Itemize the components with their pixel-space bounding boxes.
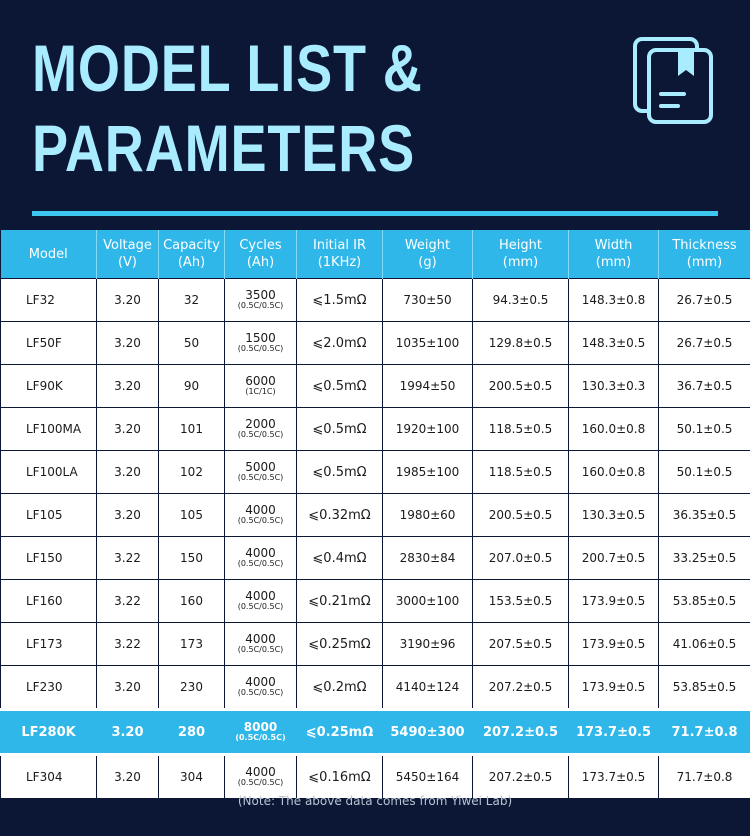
cell-cycles (225, 365, 297, 408)
cell-width: 160.0±0.8 (569, 451, 659, 494)
cell-thickness: 26.7±0.5 (659, 279, 750, 322)
column-header (1, 230, 97, 279)
page-title (32, 28, 423, 188)
cell-thickness: 36.35±0.5 (659, 494, 750, 537)
cell-height: 94.3±0.5 (473, 279, 569, 322)
cycles-value: 4000 (245, 632, 276, 646)
column-header-label: Width (594, 238, 633, 253)
cell-height: 207.2±0.5 (473, 710, 569, 755)
cell-height: 207.5±0.5 (473, 623, 569, 666)
cell-ir: ⩽0.5mΩ (297, 451, 383, 494)
cell-voltage: 3.20 (97, 494, 159, 537)
cell-model: LF230 (1, 666, 97, 710)
cell-model: LF50F (1, 322, 97, 365)
cell-weight: 2830±84 (383, 537, 473, 580)
cell-voltage: 3.22 (97, 537, 159, 580)
column-header (383, 230, 473, 279)
table-row (1, 365, 750, 408)
title-line-1: MODEL LIST & (32, 31, 423, 105)
column-header-label: Height (499, 238, 542, 253)
cycles-rate: (0.5C/0.5C) (237, 778, 284, 787)
cell-thickness: 53.85±0.5 (659, 666, 750, 710)
column-header-unit: (V) (117, 255, 138, 270)
cell-voltage: 3.20 (97, 279, 159, 322)
cycles-rate: (0.5C/0.5C) (237, 301, 284, 310)
cycles-rate: (0.5C/0.5C) (237, 688, 284, 697)
cell-model: LF160 (1, 580, 97, 623)
cell-model: LF32 (1, 279, 97, 322)
cell-weight: 1994±50 (383, 365, 473, 408)
cycles-value: 5000 (245, 460, 276, 474)
column-header (225, 230, 297, 279)
cycles-value: 1500 (245, 331, 276, 345)
cell-width: 130.3±0.5 (569, 494, 659, 537)
cell-width: 173.9±0.5 (569, 580, 659, 623)
cell-cycles (225, 322, 297, 365)
column-header-unit: (mm) (686, 255, 723, 270)
cell-ir: ⩽0.5mΩ (297, 408, 383, 451)
title-divider (32, 211, 718, 216)
cell-height: 207.2±0.5 (473, 666, 569, 710)
cell-width: 148.3±0.5 (569, 322, 659, 365)
cell-height: 118.5±0.5 (473, 408, 569, 451)
cell-cycles (225, 494, 297, 537)
cycles-rate: (0.5C/0.5C) (237, 645, 284, 654)
column-header-label: Initial IR (313, 238, 366, 253)
cell-thickness: 50.1±0.5 (659, 408, 750, 451)
cell-capacity: 101 (159, 408, 225, 451)
column-header-label: Model (28, 246, 68, 262)
cell-voltage: 3.20 (97, 451, 159, 494)
cell-weight: 1035±100 (383, 322, 473, 365)
cycles-rate: (0.5C/0.5C) (237, 344, 284, 353)
cell-thickness: 50.1±0.5 (659, 451, 750, 494)
cell-model: LF304 (1, 755, 97, 799)
column-header (159, 230, 225, 279)
cell-height: 118.5±0.5 (473, 451, 569, 494)
cycles-value: 4000 (245, 546, 276, 560)
cell-capacity: 150 (159, 537, 225, 580)
cell-cycles (225, 755, 297, 799)
cell-capacity: 173 (159, 623, 225, 666)
cell-height: 200.5±0.5 (473, 494, 569, 537)
cell-height: 207.2±0.5 (473, 755, 569, 799)
cell-model: LF280K (1, 710, 97, 755)
column-header-label: Capacity (163, 238, 220, 253)
cell-thickness: 26.7±0.5 (659, 322, 750, 365)
table-body (1, 279, 750, 799)
cell-cycles (225, 580, 297, 623)
cycles-value: 3500 (245, 288, 276, 302)
table-header-row (1, 230, 750, 279)
cell-width: 173.9±0.5 (569, 666, 659, 710)
cycles-rate: (0.5C/0.5C) (237, 602, 284, 611)
cell-capacity: 50 (159, 322, 225, 365)
cell-height: 200.5±0.5 (473, 365, 569, 408)
cycles-value: 6000 (245, 374, 276, 388)
cell-capacity: 105 (159, 494, 225, 537)
cell-thickness: 71.7±0.8 (659, 755, 750, 799)
cycles-rate: (1C/1C) (245, 387, 276, 396)
cell-cycles (225, 623, 297, 666)
cell-thickness: 36.7±0.5 (659, 365, 750, 408)
cell-weight: 1985±100 (383, 451, 473, 494)
table-row (1, 666, 750, 710)
table-row (1, 623, 750, 666)
cell-voltage: 3.20 (97, 365, 159, 408)
cell-model: LF100LA (1, 451, 97, 494)
column-header-unit: (1KHz) (317, 255, 362, 270)
cell-width: 173.7±0.5 (569, 710, 659, 755)
column-header-label: Thickness (672, 238, 737, 253)
table-row (1, 279, 750, 322)
column-header-unit: (Ah) (246, 255, 275, 270)
cell-weight: 5490±300 (383, 710, 473, 755)
cell-capacity: 90 (159, 365, 225, 408)
cell-ir: ⩽0.25mΩ (297, 710, 383, 755)
cell-capacity: 304 (159, 755, 225, 799)
cell-capacity: 230 (159, 666, 225, 710)
table-row (1, 322, 750, 365)
cell-capacity: 280 (159, 710, 225, 755)
cycles-value: 2000 (245, 417, 276, 431)
cell-weight: 1980±60 (383, 494, 473, 537)
cell-voltage: 3.22 (97, 580, 159, 623)
cell-weight: 3190±96 (383, 623, 473, 666)
cycles-value: 4000 (245, 765, 276, 779)
column-header-label: Cycles (239, 238, 282, 253)
column-header-unit: (mm) (502, 255, 539, 270)
cell-voltage: 3.20 (97, 408, 159, 451)
cell-width: 148.3±0.8 (569, 279, 659, 322)
cell-cycles (225, 710, 297, 755)
cell-weight: 730±50 (383, 279, 473, 322)
document-bookmark-icon (632, 36, 716, 126)
cell-ir: ⩽2.0mΩ (297, 322, 383, 365)
cell-voltage: 3.22 (97, 623, 159, 666)
table-row (1, 710, 750, 755)
cycles-value: 4000 (245, 675, 276, 689)
column-header-unit: (mm) (595, 255, 632, 270)
cell-ir: ⩽0.21mΩ (297, 580, 383, 623)
cell-voltage: 3.20 (97, 755, 159, 799)
cell-voltage: 3.20 (97, 710, 159, 755)
cell-height: 153.5±0.5 (473, 580, 569, 623)
cell-width: 160.0±0.8 (569, 408, 659, 451)
cell-capacity: 160 (159, 580, 225, 623)
table-row (1, 451, 750, 494)
column-header (297, 230, 383, 279)
cycles-rate: (0.5C/0.5C) (237, 473, 284, 482)
cell-height: 129.8±0.5 (473, 322, 569, 365)
table-row (1, 537, 750, 580)
cell-ir: ⩽0.16mΩ (297, 755, 383, 799)
cell-model: LF173 (1, 623, 97, 666)
column-header-label: Weight (404, 238, 451, 253)
cell-cycles (225, 537, 297, 580)
table-row (1, 494, 750, 537)
cell-thickness: 33.25±0.5 (659, 537, 750, 580)
cell-model: LF105 (1, 494, 97, 537)
cycles-value: 4000 (245, 589, 276, 603)
cell-cycles (225, 451, 297, 494)
cell-width: 200.7±0.5 (569, 537, 659, 580)
cycles-value: 4000 (245, 503, 276, 517)
column-header (97, 230, 159, 279)
cycles-rate: (0.5C/0.5C) (237, 430, 284, 439)
cell-width: 173.7±0.5 (569, 755, 659, 799)
cell-ir: ⩽0.2mΩ (297, 666, 383, 710)
cell-voltage: 3.20 (97, 322, 159, 365)
cell-model: LF90K (1, 365, 97, 408)
cell-weight: 5450±164 (383, 755, 473, 799)
column-header-unit: (g) (418, 255, 437, 270)
cell-cycles (225, 408, 297, 451)
cell-width: 173.9±0.5 (569, 623, 659, 666)
column-header (569, 230, 659, 279)
column-header (473, 230, 569, 279)
title-line-2: PARAMETERS (32, 111, 416, 185)
cell-ir: ⩽0.25mΩ (297, 623, 383, 666)
cell-thickness: 71.7±0.8 (659, 710, 750, 755)
cell-cycles (225, 666, 297, 710)
column-header-label: Voltage (103, 238, 152, 253)
cell-capacity: 102 (159, 451, 225, 494)
table-row (1, 408, 750, 451)
cell-weight: 3000±100 (383, 580, 473, 623)
cell-ir: ⩽0.5mΩ (297, 365, 383, 408)
table-row (1, 755, 750, 799)
cell-capacity: 32 (159, 279, 225, 322)
cell-ir: ⩽0.32mΩ (297, 494, 383, 537)
cycles-value: 8000 (243, 720, 278, 734)
cell-weight: 1920±100 (383, 408, 473, 451)
model-parameters-table (0, 230, 750, 799)
column-header-unit: (Ah) (177, 255, 206, 270)
cell-model: LF100MA (1, 408, 97, 451)
cycles-rate: (0.5C/0.5C) (237, 559, 284, 568)
cell-ir: ⩽0.4mΩ (297, 537, 383, 580)
cycles-rate: (0.5C/0.5C) (235, 733, 286, 742)
cell-thickness: 41.06±0.5 (659, 623, 750, 666)
column-header (659, 230, 750, 279)
cell-height: 207.0±0.5 (473, 537, 569, 580)
cell-voltage: 3.20 (97, 666, 159, 710)
table-row (1, 580, 750, 623)
cell-cycles (225, 279, 297, 322)
cycles-rate: (0.5C/0.5C) (237, 516, 284, 525)
cell-thickness: 53.85±0.5 (659, 580, 750, 623)
data-source-note: (Note: The above data comes from Yiwei Lab) (237, 794, 513, 808)
cell-model: LF150 (1, 537, 97, 580)
cell-weight: 4140±124 (383, 666, 473, 710)
cell-ir: ⩽1.5mΩ (297, 279, 383, 322)
cell-width: 130.3±0.3 (569, 365, 659, 408)
